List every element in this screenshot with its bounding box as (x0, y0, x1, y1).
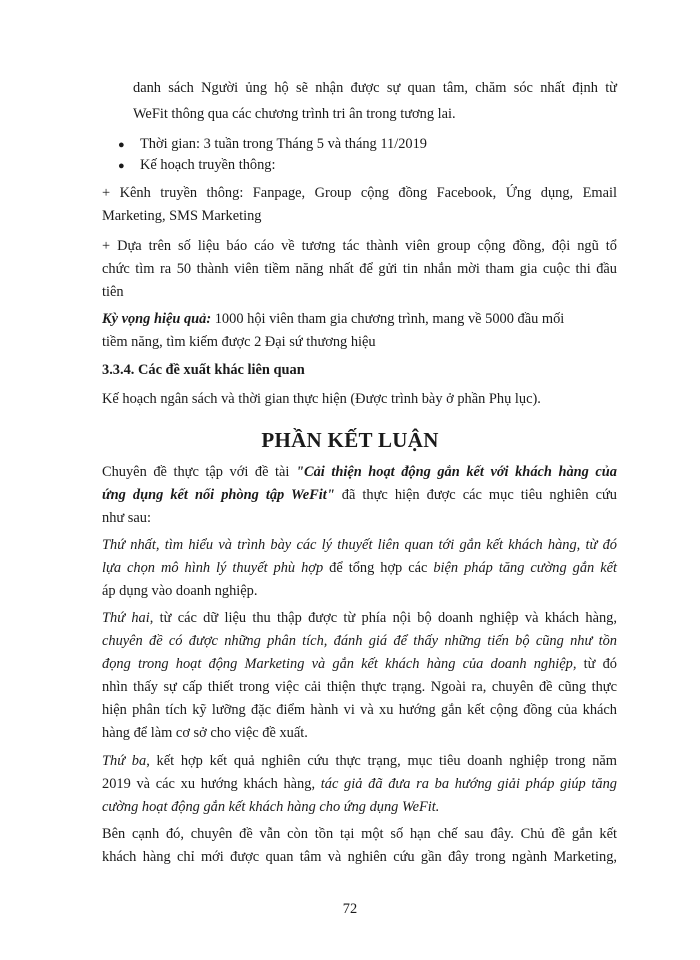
paragraph-line: khách hàng chỉ mới được quan tâm và nghiên cứu gần đây trong ngành Marketing, (102, 849, 617, 865)
section-heading: 3.3.4. Các đề xuất khác liên quan (102, 362, 305, 378)
paragraph-line: nhìn thấy sự cấp thiết trong việc cải thiện thực trạng. Ngoài ra, chuyên đề cũng thực (102, 679, 617, 695)
bullet-item (118, 134, 427, 155)
expect-label: Kỳ vọng hiệu quả: (102, 311, 212, 327)
paragraph-line: WeFit thông qua các chương trình tri ân trong tương lai. (133, 106, 456, 122)
bullet-dot-icon: ● (118, 139, 125, 151)
text-span: Thứ ba (102, 753, 147, 769)
paragraph-line: cường hoạt động gắn kết khách hàng cho ứng dụng WeFit. (102, 799, 440, 815)
paragraph-line: chuyên đề có được những phân tích, đánh giá để thấy những tiến bộ cũng như tồn (102, 633, 617, 649)
text-span: tác giả đã đưa ra ba hướng giải pháp giúp tăng (320, 776, 617, 792)
topic-title: ứng dụng kết nối phòng tập WeFit" (102, 487, 335, 503)
paragraph-line: Thứ nhất, tìm hiểu và trình bày các lý thuyết liên quan tới gắn kết khách hàng, từ đó (102, 537, 617, 553)
text-span: đã thực hiện được các mục tiêu nghiên cứu (334, 487, 617, 503)
paragraph-line: áp dụng vào doanh nghiệp. (102, 583, 258, 599)
bullet-text: Thời gian: 3 tuần trong Tháng 5 và tháng 11/2019 (140, 136, 427, 152)
paragraph-line: hàng để làm cơ sở cho việc đề xuất. (102, 725, 308, 741)
conclusion-title: PHẦN KẾT LUẬN (261, 428, 439, 452)
bullet-item (118, 155, 275, 176)
paragraph-line: chức tìm ra 50 thành viên tiềm năng nhất để gửi tin nhắn mời tham gia cuộc thi đầu (102, 261, 617, 277)
text-span: để tổng hợp các (323, 560, 434, 576)
text-span: Chuyên đề thực tập với đề tài (102, 464, 296, 480)
paragraph-line: Kế hoạch ngân sách và thời gian thực hiện (Được trình bày ở phần Phụ lục). (102, 391, 541, 407)
bullet-dot-icon: ● (118, 160, 125, 172)
paragraph-line (102, 774, 617, 794)
bullet-text: Kế hoạch truyền thông: (140, 157, 276, 173)
paragraph-line (102, 462, 617, 482)
paragraph-line: tiên (102, 284, 124, 300)
text-span: biện pháp tăng cường gắn kết (433, 560, 617, 576)
paragraph-line (102, 485, 617, 505)
paragraph-line (102, 558, 617, 578)
page-number: 72 (342, 901, 358, 917)
expect-text: 1000 hội viên tham gia chương trình, mang về 5000 đầu mối (211, 311, 565, 327)
text-span: Thứ hai (102, 610, 150, 626)
paragraph-line: danh sách Người ủng hộ sẽ nhận được sự quan tâm, chăm sóc nhất định từ (133, 80, 617, 96)
text-span: từ đó (576, 656, 617, 672)
paragraph-line: + Kênh truyền thông: Fanpage, Group cộng đồng Facebook, Ứng dụng, Email (102, 185, 617, 201)
paragraph-line: Marketing, SMS Marketing (102, 208, 262, 224)
paragraph-line (102, 751, 617, 771)
text-span: , kết hợp kết quả nghiên cứu thực trạng, mục tiêu doanh nghiệp trong năm (146, 753, 617, 769)
text-span: , từ các dữ liệu thu thập được từ phía nội bộ doanh nghiệp và khách hàng, (149, 610, 617, 626)
paragraph-line: hiện phân tích kỹ lưỡng đặc điểm hành vi và xu hướng gắn kết cộng đồng của khách (102, 702, 617, 718)
paragraph-line: + Dựa trên số liệu báo cáo về tương tác thành viên group cộng đồng, đội ngũ tổ (102, 238, 617, 254)
paragraph-line (102, 309, 617, 329)
text-span: lựa chọn mô hình lý thuyết phù hợp (102, 560, 324, 576)
paragraph-line: như sau: (102, 510, 151, 526)
paragraph-line (102, 654, 617, 674)
text-span: 2019 và các xu hướng khách hàng, (102, 776, 321, 792)
topic-title: "Cải thiện hoạt động gắn kết với khách hàng của (295, 464, 617, 480)
paragraph-line (102, 608, 617, 628)
paragraph-line: tiềm năng, tìm kiếm được 2 Đại sứ thương hiệu (102, 334, 376, 350)
text-span: đọng trong hoạt động Marketing và gắn kết khách hàng của doanh nghiệp, (102, 656, 577, 672)
paragraph-line: Bên cạnh đó, chuyên đề vẫn còn tồn tại một số hạn chế sau đây. Chủ đề gắn kết (102, 826, 617, 842)
